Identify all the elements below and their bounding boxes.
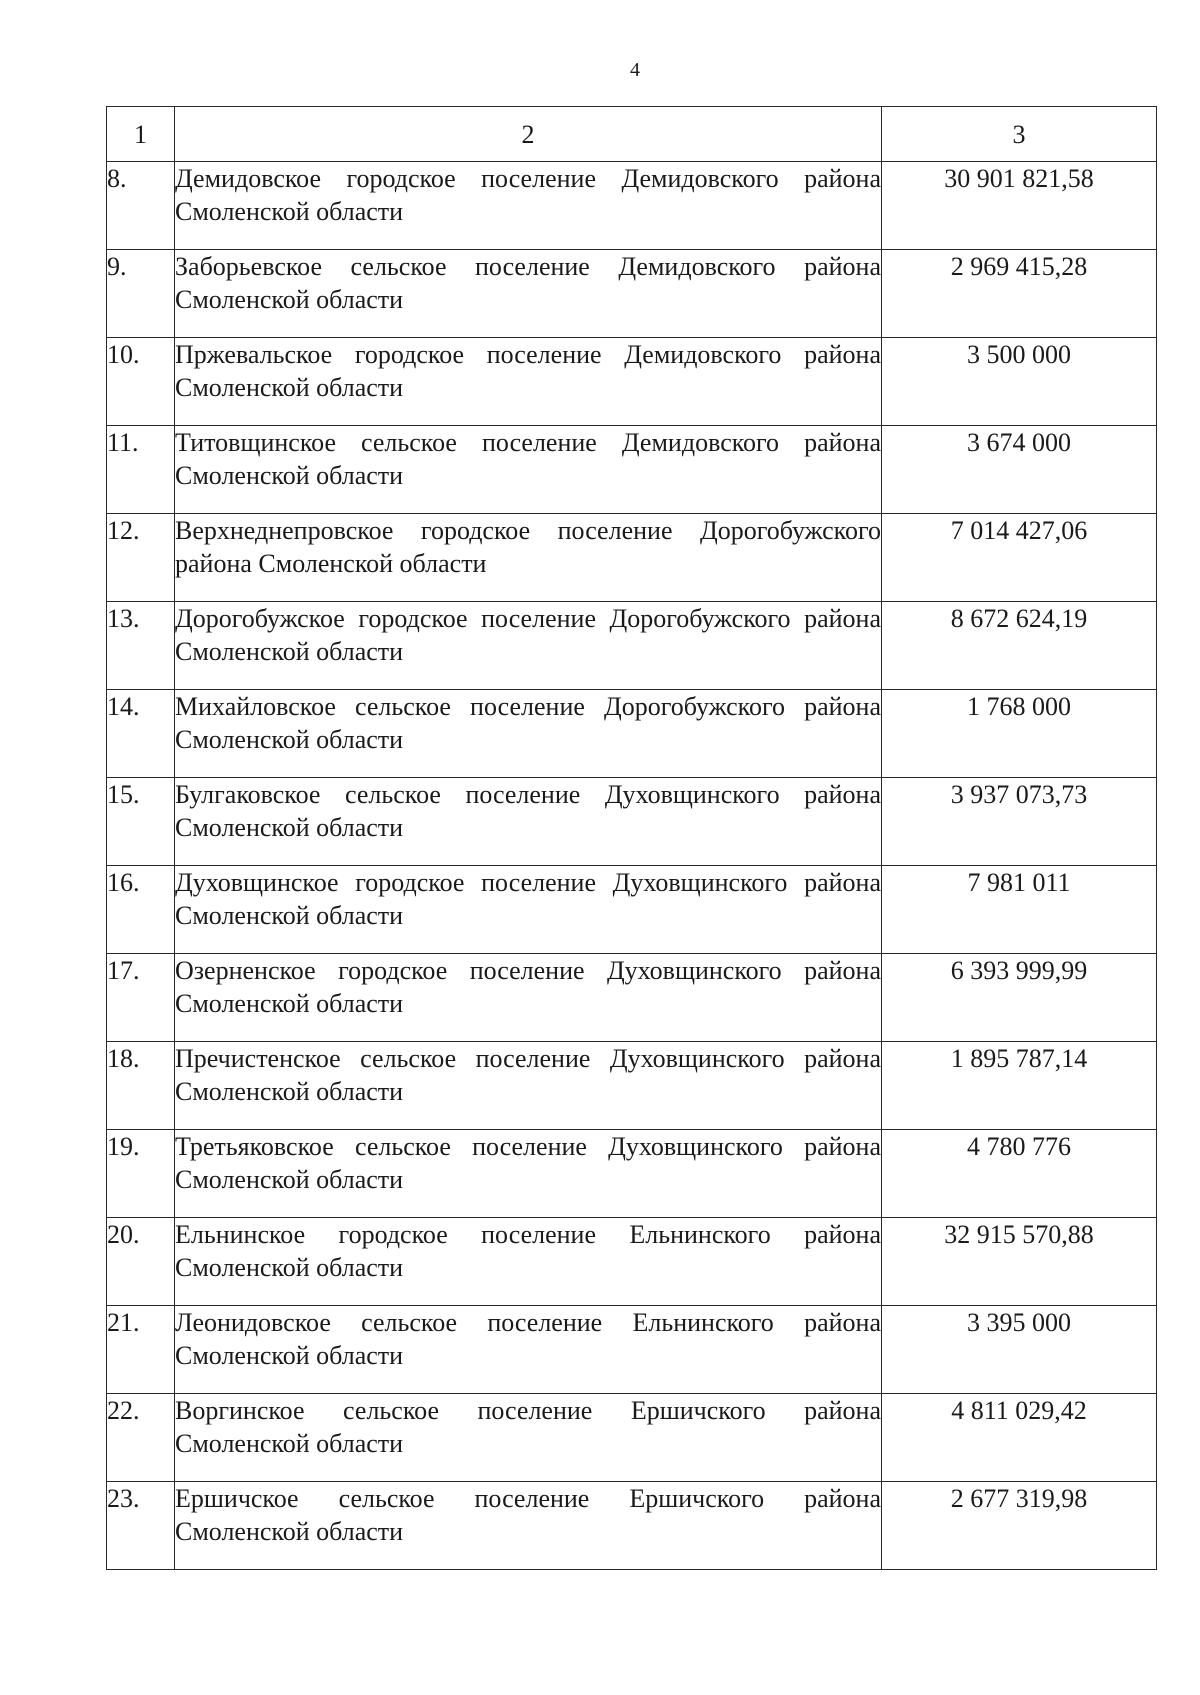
settlement-name: Духовщинское городское поселение Духовщинского района Смоленской области	[175, 866, 882, 954]
settlement-name: Воргинское сельское поселение Ершичского района Смоленской области	[175, 1394, 882, 1482]
table-row	[107, 602, 1157, 690]
table-row	[107, 514, 1157, 602]
amount-value: 3 937 073,73	[882, 778, 1157, 866]
amount-value: 2 677 319,98	[882, 1482, 1157, 1570]
settlement-name: Михайловское сельское поселение Дорогобужского района Смоленской области	[175, 690, 882, 778]
settlement-name: Леонидовское сельское поселение Ельнинского района Смоленской области	[175, 1306, 882, 1394]
row-number: 21.	[107, 1306, 175, 1394]
amount-value: 7 981 011	[882, 866, 1157, 954]
amount-value: 4 811 029,42	[882, 1394, 1157, 1482]
table-row	[107, 778, 1157, 866]
amount-value: 32 915 570,88	[882, 1218, 1157, 1306]
amount-value: 4 780 776	[882, 1130, 1157, 1218]
table-row	[107, 1130, 1157, 1218]
settlement-name: Ершичское сельское поселение Ершичского района Смоленской области	[175, 1482, 882, 1570]
settlement-name: Третьяковское сельское поселение Духовщинского района Смоленской области	[175, 1130, 882, 1218]
row-number: 17.	[107, 954, 175, 1042]
amount-value: 1 895 787,14	[882, 1042, 1157, 1130]
row-number: 9.	[107, 250, 175, 338]
settlement-name: Заборьевское сельское поселение Демидовского района Смоленской области	[175, 250, 882, 338]
column-header-name: 2	[175, 107, 882, 162]
amount-value: 7 014 427,06	[882, 514, 1157, 602]
table-row	[107, 162, 1157, 250]
settlement-name: Верхнеднепровское городское поселение Дорогобужского района Смоленской области	[175, 514, 882, 602]
amount-value: 1 768 000	[882, 690, 1157, 778]
row-number: 18.	[107, 1042, 175, 1130]
row-number: 22.	[107, 1394, 175, 1482]
amount-value: 8 672 624,19	[882, 602, 1157, 690]
column-header-number: 1	[107, 107, 175, 162]
table-header-row	[107, 107, 1157, 162]
row-number: 23.	[107, 1482, 175, 1570]
table-row	[107, 1306, 1157, 1394]
amount-value: 2 969 415,28	[882, 250, 1157, 338]
settlement-name: Озерненское городское поселение Духовщинского района Смоленской области	[175, 954, 882, 1042]
row-number: 16.	[107, 866, 175, 954]
row-number: 11.	[107, 426, 175, 514]
settlement-name: Ельнинское городское поселение Ельнинского района Смоленской области	[175, 1218, 882, 1306]
amount-value: 30 901 821,58	[882, 162, 1157, 250]
amount-value: 6 393 999,99	[882, 954, 1157, 1042]
settlements-table	[106, 106, 1157, 1570]
table-row	[107, 338, 1157, 426]
table-row	[107, 690, 1157, 778]
settlement-name: Пржевальское городское поселение Демидовского района Смоленской области	[175, 338, 882, 426]
table-row	[107, 250, 1157, 338]
row-number: 20.	[107, 1218, 175, 1306]
settlement-name: Демидовское городское поселение Демидовского района Смоленской области	[175, 162, 882, 250]
settlement-name: Булгаковское сельское поселение Духовщинского района Смоленской области	[175, 778, 882, 866]
table-row	[107, 1394, 1157, 1482]
amount-value: 3 500 000	[882, 338, 1157, 426]
column-header-amount: 3	[882, 107, 1157, 162]
row-number: 19.	[107, 1130, 175, 1218]
table-row	[107, 954, 1157, 1042]
row-number: 10.	[107, 338, 175, 426]
amount-value: 3 674 000	[882, 426, 1157, 514]
row-number: 13.	[107, 602, 175, 690]
table-row	[107, 426, 1157, 514]
row-number: 15.	[107, 778, 175, 866]
row-number: 8.	[107, 162, 175, 250]
table-row	[107, 866, 1157, 954]
row-number: 12.	[107, 514, 175, 602]
table-row	[107, 1218, 1157, 1306]
table-row	[107, 1482, 1157, 1570]
amount-value: 3 395 000	[882, 1306, 1157, 1394]
table-row	[107, 1042, 1157, 1130]
table-body	[107, 162, 1157, 1570]
settlement-name: Пречистенское сельское поселение Духовщинского района Смоленской области	[175, 1042, 882, 1130]
row-number: 14.	[107, 690, 175, 778]
settlement-name: Дорогобужское городское поселение Дорогобужского района Смоленской области	[175, 602, 882, 690]
settlement-name: Титовщинское сельское поселение Демидовского района Смоленской области	[175, 426, 882, 514]
page-number: 4	[630, 59, 640, 81]
